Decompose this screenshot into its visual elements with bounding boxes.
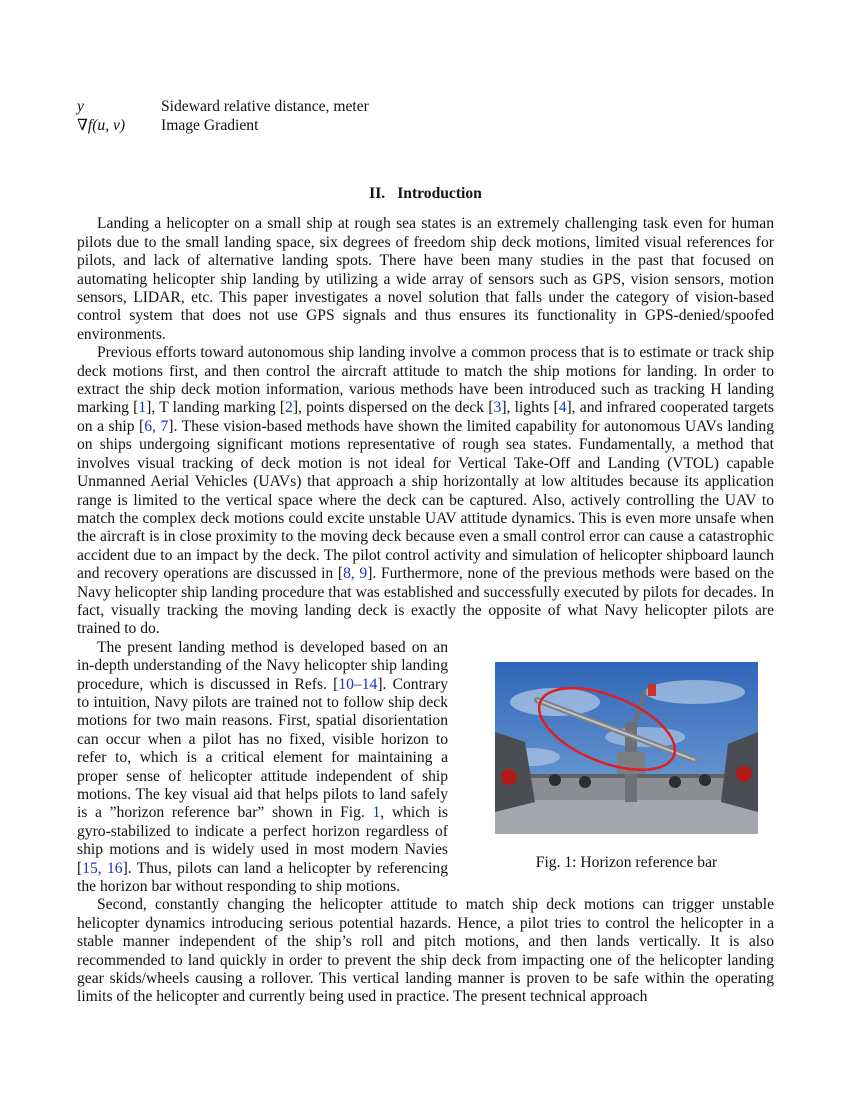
text-figure-block — [77, 639, 774, 897]
citation-link[interactable]: 3 — [493, 399, 502, 417]
nomenclature-symbol: ∇f(u, v) — [77, 117, 126, 134]
citation-link[interactable]: 1 — [138, 399, 147, 417]
nomenclature-row — [77, 98, 774, 117]
text-run: , which is gyro-stabilized to indicate a perfect horizon regardless of ship motions and is widely used in most modern Navies [ — [77, 804, 448, 877]
nomenclature-list — [77, 98, 774, 136]
text-run: The present landing method is developed based on an in-depth understanding of the Navy helicopter ship landing procedure, which is discussed in Refs. [ — [77, 638, 448, 693]
citation-link[interactable]: 2 — [285, 399, 293, 417]
text-run: ]. Furthermore, none of the previous methods were based on the Navy helicopter ship landing procedure that was established and successfully executed by pilots for decades. In fact, visually tracking the moving landing deck is exactly the opposite of what Navy helicopter pilots are trained to do. — [77, 565, 775, 638]
section-title: Introduction — [397, 185, 482, 202]
figure-1 — [495, 662, 758, 872]
citation-link[interactable]: 8, 9 — [343, 565, 368, 583]
citation-link[interactable]: 4 — [558, 399, 567, 417]
section-number: II. — [369, 185, 386, 202]
text-run: ]. Thus, pilots can land a helicopter by referencing the horizon bar without responding to ship motions. — [77, 859, 449, 896]
text-run: ], points dispersed on the deck [ — [292, 399, 494, 417]
nomenclature-description: Sideward relative distance, meter — [161, 98, 369, 115]
text-run: ], and infrared cooperated targets on a ship [ — [77, 399, 774, 435]
nomenclature-row — [77, 117, 774, 136]
text-run: ], T landing marking [ — [146, 399, 286, 417]
paragraph-4: Second, constantly changing the helicopter attitude to match ship deck motions can trigger unstable helicopter dynamics introducing serious potential hazards. Hence, a pilot tries to control the helicopter in a stable manner independent of the ship’s roll and pitch motions, and then lands vertically. It is also recommended to land quickly in order to prevent the ship deck from impacting one of the helicopter landing gear skids/wheels causing a rollover. This vertical landing manner is proven to be safe within the operating limits of the helicopter and currently being used in practice. The present technical approach — [77, 896, 774, 1006]
text-run: ]. Contrary to intuition, Navy pilots are trained not to follow ship deck motions for two main reasons. First, spatial disorientation can occur when a pilot has no fixed, visible horizon to refer to, which is a critical element for maintaining a proper sense of helicopter attitude independent of ship motions. The key visual aid that helps pilots to land safely is a ”horizon reference bar” shown in Fig. — [77, 675, 449, 822]
text-run: Previous efforts toward autonomous ship landing involve a common process that is to estimate or track ship deck motions first, and then control the aircraft attitude to match the ship motions for landing. In order to extract the ship deck motion information, various methods have been introduced such as tracking H landing marking [ — [77, 344, 774, 417]
text-run: ], lights [ — [501, 399, 559, 417]
paragraph-2 — [77, 344, 774, 639]
section-heading — [77, 185, 774, 203]
citation-link[interactable]: 6, 7 — [144, 417, 169, 435]
citation-link[interactable]: 15, 16 — [82, 859, 123, 877]
nomenclature-symbol: y — [77, 98, 84, 115]
figure-reference-link[interactable]: 1 — [372, 804, 381, 822]
paragraph-3 — [77, 639, 448, 897]
horizon-reference-bar-photo — [495, 662, 758, 834]
text-run: ]. These vision-based methods have shown the limited capability for autonomous UAVs landing on ships undergoing significant motions representative of rough sea states. Fundamentally, a method that involves visual tracking of deck motion is not ideal for Vertical Take-Off and Landing (VTOL) capable Unmanned Aerial Vehicles (UAVs) that approach a ship horizontally at low altitudes because its application range is limited to the vertical space where the deck can be captured. Also, actively controlling the UAV to match the complex deck motions could excite unstable UAV attitude dynamics. This is even more unsafe when the aircraft is in close proximity to the moving deck because even a small control error can cause a catastrophic accident due to an impact by the deck. The pilot control activity and simulation of helicopter shipboard launch and recovery operations are discussed in [ — [77, 417, 775, 583]
paper-page — [77, 98, 774, 1007]
citation-link[interactable]: 10–14 — [338, 675, 378, 693]
nomenclature-description: Image Gradient — [161, 117, 259, 134]
wrapped-text-column — [77, 639, 448, 897]
paragraph-1: Landing a helicopter on a small ship at rough sea states is an extremely challenging task even for human pilots due to the small landing space, six degrees of freedom ship deck motions, limited visual references for pilots, and lack of alternative landing spots. There have been many studies in the past that focused on automating helicopter ship landing by utilizing a wide array of sensors such as GPS, vision sensors, motion sensors, LIDAR, etc. This paper investigates a novel solution that falls under the category of vision-based control system that does not use GPS signals and thus ensures its functionality in GPS-denied/spoofed environments. — [77, 215, 774, 343]
figure-caption: Fig. 1: Horizon reference bar — [535, 853, 718, 871]
